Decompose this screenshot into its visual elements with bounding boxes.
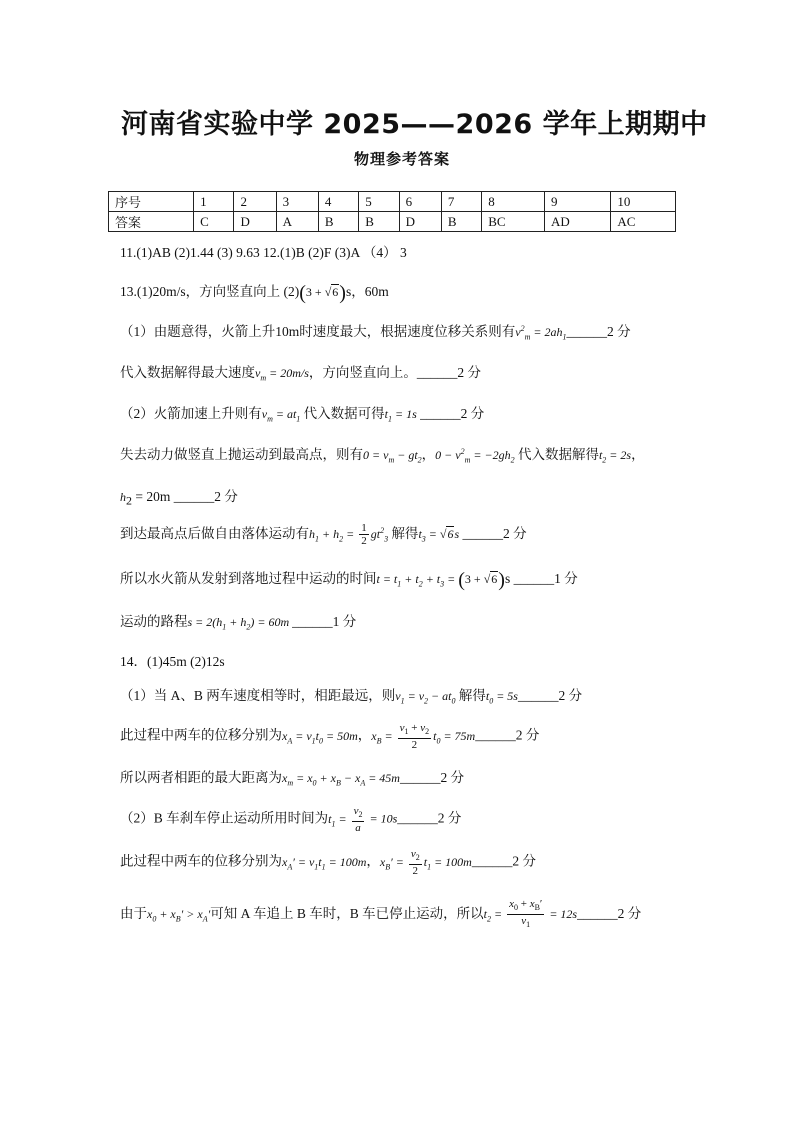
table-cell: B [359, 212, 399, 232]
solution-line: 失去动力做竖直上抛运动到最高点，则有$0 = v_m - gt_2$，$0 - v^2_m = -2gh_2$ 代入数据解得$t_2 = 2s$， [120, 447, 645, 465]
table-cell: 9 [544, 192, 610, 212]
solution-line: （2）火箭加速上升则有$v_m = at_1$ 代入数据可得$t_1 = 1s$ ______2 分 [120, 406, 485, 424]
table-cell: D [399, 212, 441, 232]
table-cell: 4 [318, 192, 358, 212]
answer-table [108, 191, 676, 232]
table-row [109, 212, 676, 232]
table-cell: B [318, 212, 358, 232]
answer-line-11-12: 11.(1)AB (2)1.44 (3) 9.63 12.(1)B (2)F (3)A （4） 3 [120, 245, 407, 260]
table-cell: BC [482, 212, 545, 232]
table-cell: C [194, 212, 234, 232]
answer-line-14-summary: 14．(1)45m (2)12s [120, 654, 225, 669]
solution-line: （2）B 车刹车停止运动所用时间为$t_1$ = $\frac{v_2}{a}$ = 10s______2 分 [120, 805, 462, 835]
table-row [109, 192, 676, 212]
solution-line: $h_2 = 20m$ ______2 分 [120, 489, 238, 508]
page-title: 河南省实验中学 2025——2026 学年上期期中 [121, 109, 708, 140]
table-cell: 10 [611, 192, 676, 212]
table-cell: 1 [194, 192, 234, 212]
solution-line: 此过程中两车的位移分别为$x_A = v_1t_0 = 50m$，$x_B$ = $\frac{v_1 + v_2}{2}$ $t_0$ = 75m______2 分 [120, 722, 540, 752]
table-cell: 3 [276, 192, 318, 212]
solution-line: 所以两者相距的最大距离为$x_m = x_0 + x_B - x_A$ = 45m______2 分 [120, 770, 465, 788]
table-cell: 8 [482, 192, 545, 212]
solution-line: 此过程中两车的位移分别为$x_A' = v_1t_1 = 100m$，$x_B'$ = $\frac{v_2}{2}$ $t_1$ = 100m______2 分 [120, 848, 536, 878]
table-cell: 7 [441, 192, 481, 212]
table-cell: 6 [399, 192, 441, 212]
solution-line: （1）当 A、B 两车速度相等时，相距最远，则$v_1 = v_2 - at_0$ 解得$t_0$ = 5s______2 分 [120, 688, 583, 706]
solution-line: 到达最高点后做自由落体运动有$h_1 + h_2$ = $\frac{1}{2}$ $gt^2_3$ 解得$t_3 = √6s$ ______2 分 [120, 522, 527, 548]
solution-line: 所以水火箭从发射到落地过程中运动的时间$t = t_1 + t_2 + t_3 = (3 + √6)s$ ______1 分 [120, 568, 578, 591]
table-cell: AC [611, 212, 676, 232]
table-cell: D [234, 212, 276, 232]
solution-line: （1）由题意得，火箭上升10m时速度最大，根据速度位移关系则有$v^2_m$ = $2ah_1\_\_\_\_\_\_2$ 分 [120, 324, 631, 342]
table-cell: 序号 [109, 192, 194, 212]
table-cell: 5 [359, 192, 399, 212]
table-cell: 2 [234, 192, 276, 212]
table-cell: B [441, 212, 481, 232]
page-subtitle: 物理参考答案 [353, 150, 450, 168]
solution-line: 运动的路程$s = 2(h_1 + h_2) = 60m$ ______1 分 [120, 614, 357, 632]
solution-line: 由于$x_0 + x_B' > x_A'$可知 A 车追上 B 车时，B 车已停止运动，所以$t_2$ = $\frac{x_0 + x_B'}{v_1}$ = 12s______2 分 [120, 898, 642, 930]
solution-line: 代入数据解得最大速度$v_m = 20m/s$，方向竖直向上。______2 分 [120, 365, 482, 383]
table-cell: 答案 [109, 212, 194, 232]
table-cell: A [276, 212, 318, 232]
answer-line-13-summary: 13.(1)20m/s，方向竖直向上 (2)(3 + √6)s，60m [120, 281, 389, 304]
table-cell: AD [544, 212, 610, 232]
